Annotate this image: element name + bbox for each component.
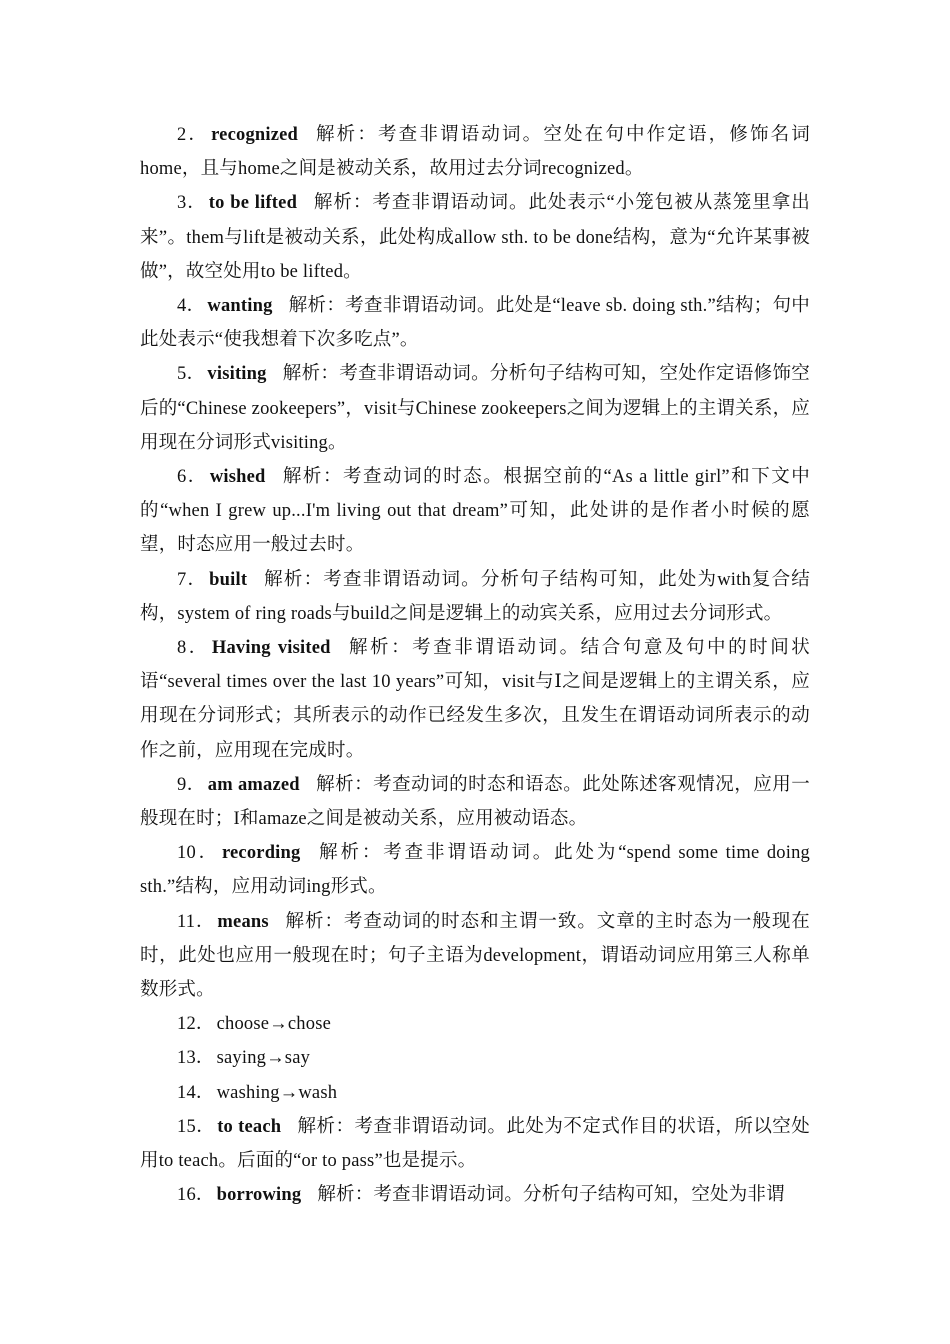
answer-item-15 [140,1110,810,1178]
answer-item-12 [140,1007,810,1041]
item-number: 9． [177,774,206,795]
item-number: 13． [177,1048,215,1069]
item-answer: wished [209,467,266,488]
item-explanation: 解析：考查非谓语动词。此处表示“小笼包被从蒸笼里拿出来”。them与lift是被动关系，此处构成allow sth. to be done结构，意为“允许某事被做”，故空处用to be lifted。 [140,193,810,282]
answer-item-13 [140,1041,810,1075]
answer-item-4 [140,289,810,357]
item-correction: saying→say [216,1048,311,1069]
item-number: 10． [177,843,220,864]
item-number: 5． [177,364,206,385]
answer-item-14 [140,1076,810,1110]
item-correction: washing→wash [216,1082,338,1103]
item-number: 12． [177,1014,215,1035]
item-answer: wanting [207,296,273,317]
answer-item-16 [140,1178,810,1212]
item-explanation: 解析：考查非谓语动词。此处为不定式作目的状语，所以空处用to teach。后面的“or to pass”也是提示。 [140,1116,810,1172]
item-answer: am amazed [207,774,300,795]
item-explanation: 解析：考查非谓语动词。空处在句中作定语，修饰名词home，且与home之间是被动关系，故用过去分词recognized。 [140,125,810,180]
item-number: 11． [177,911,216,932]
answer-item-9 [140,768,810,836]
item-number: 14． [177,1082,215,1103]
item-answer: to teach [217,1116,282,1137]
item-explanation: 解析：考查非谓语动词。分析句子结构可知，此处为with复合结构，system of ring roads与build之间是逻辑上的动宾关系，应用过去分词形式。 [140,569,810,624]
answer-item-7 [140,563,810,631]
item-explanation: 解析：考查非谓语动词。分析句子结构可知，空处为非谓 [317,1185,785,1206]
answer-item-5 [140,357,810,460]
item-number: 4． [177,296,206,317]
item-explanation: 解析：考查非谓语动词。此处为“spend some time doing sth.”结构，应用动词ing形式。 [140,843,810,898]
item-explanation: 解析：考查非谓语动词。分析句子结构可知，空处作定语修饰空后的“Chinese zookeepers”，visit与Chinese zookeepers之间为逻辑上的主谓关系，应用现在分词形式visiting。 [140,364,810,453]
answer-item-2 [140,118,810,186]
item-explanation: 解析：考查动词的时态。根据空前的“As a little girl”和下文中的“when I grew up...I'm living out that dream”可知，此处讲的是作者小时候的愿望，时态应用一般过去时。 [140,467,810,556]
item-correction: choose→chose [216,1014,332,1035]
answer-item-6 [140,460,810,563]
item-explanation: 解析：考查动词的时态和语态。此处陈述客观情况，应用一般现在时；I和amaze之间是被动关系，应用被动语态。 [140,774,810,830]
answer-item-3 [140,186,810,289]
item-answer: built [209,569,248,590]
item-number: 8． [177,638,210,659]
item-answer: Having visited [211,638,331,659]
item-answer: to be lifted [208,193,298,214]
item-number: 3． [177,193,207,214]
item-answer: visiting [207,364,267,385]
item-number: 2． [177,125,210,145]
answer-item-8 [140,631,810,768]
item-answer: recording [221,843,301,864]
item-explanation: 解析：考查非谓语动词。此处是“leave sb. doing sth.”结构；句中此处表示“使我想着下次多吃点”。 [140,296,811,351]
answer-key-page [140,118,810,1213]
item-explanation: 解析：考查动词的时态和主谓一致。文章的主时态为一般现在时，此处也应用一般现在时；句子主语为development，谓语动词应用第三人称单数形式。 [140,911,810,1001]
item-answer: means [217,911,269,932]
answer-item-10 [140,836,810,904]
item-number: 15． [177,1116,216,1137]
item-answer: recognized [211,125,299,145]
item-explanation: 解析：考查非谓语动词。结合句意及句中的时间状语“several times over the last 10 years”可知，visit与Ⅰ之间是逻辑上的主谓关系，应用现在分词形式；其所表示的动作已经发生多次，且发生在谓语动词所表示的动作之前，应用现在完成时。 [140,638,810,761]
item-number: 7． [177,569,208,590]
answer-item-11 [140,905,810,1008]
item-answer: borrowing [216,1185,302,1206]
item-number: 6． [177,467,208,488]
item-number: 16． [177,1185,215,1206]
